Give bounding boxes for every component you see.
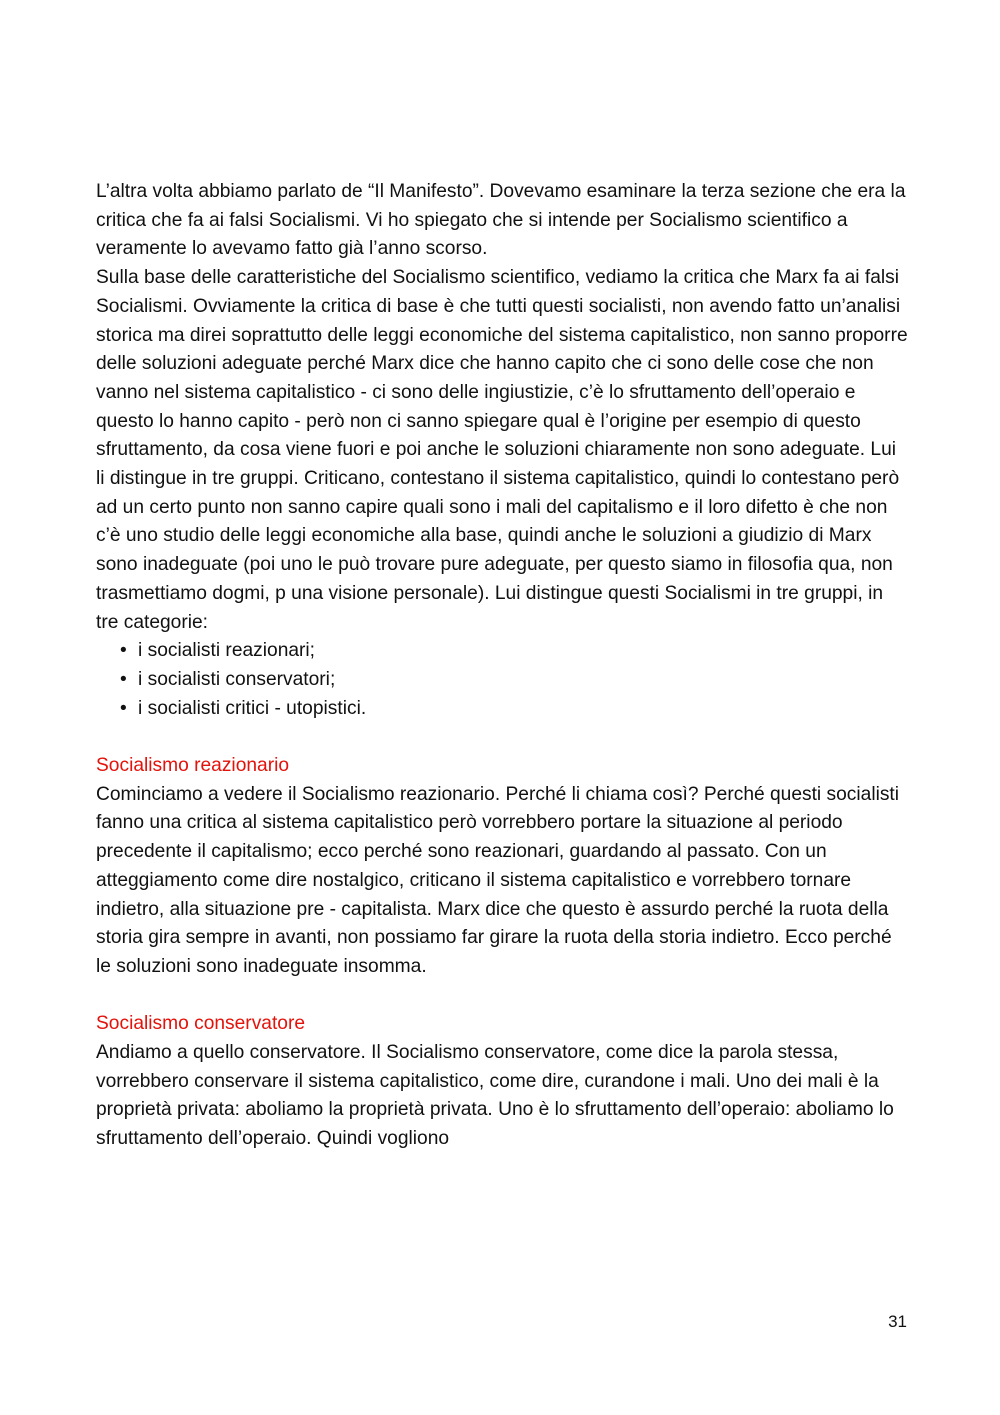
spacer	[96, 982, 908, 1011]
list-item	[96, 637, 908, 666]
section-body-reazionario: Cominciamo a vedere il Socialismo reazionario. Perché li chiama così? Perché questi socialisti fanno una critica al sistema capitalistico però vorrebbero portare la situazione al periodo precedente il capitalismo; ecco perché sono reazionari, guardando al passato. Con un atteggiamento come dire nostalgico, criticano il sistema capitalistico e vorrebbero tornare indietro, alla situazione pre - capitalista. Marx dice che questo è assurdo perché la ruota della storia gira sempre in avanti, non possiamo far girare la ruota della storia indietro. Ecco perché le soluzioni sono inadeguate insomma.	[96, 783, 900, 977]
list-item-text: i socialisti critici - utopistici.	[138, 697, 367, 719]
list-item	[96, 695, 908, 724]
bullet-icon: •	[120, 640, 127, 662]
intro-paragraph-1: L’altra volta abbiamo parlato de “Il Manifesto”. Dovevamo esaminare la terza sezione che era la critica che fa ai falsi Socialismi. Vi ho spiegato che si intende per Socialismo scientifico a veramente lo avevamo fatto già l’anno scorso.	[96, 181, 906, 260]
categories-list	[96, 637, 908, 723]
section-body-conservatore: Andiamo a quello conservatore. Il Socialismo conservatore, come dice la parola stessa, vorrebbero conservare il sistema capitalistico, come dire, curandone i mali. Uno dei mali è la proprietà privata: aboliamo la proprietà privata. Uno è lo sfruttamento dell’operaio: aboliamo lo sfruttamento dell’operaio. Quindi vogliono	[96, 1042, 894, 1150]
bullet-icon: •	[120, 697, 127, 719]
document-page	[96, 178, 908, 1154]
spacer	[96, 723, 908, 752]
bullet-icon: •	[120, 668, 127, 690]
list-item-text: i socialisti reazionari;	[138, 640, 316, 662]
list-item	[96, 666, 908, 695]
page-number: 31	[888, 1312, 907, 1331]
intro-paragraph-2: Sulla base delle caratteristiche del Socialismo scientifico, vediamo la critica che Marx fa ai falsi Socialismi. Ovviamente la critica di base è che tutti questi socialisti, non avendo fatto un’analisi storica ma direi soprattutto delle leggi economiche del sistema capitalistico, non sanno proporre delle soluzioni adeguate perché Marx dice che hanno capito che ci sono delle cose che non vanno nel sistema capitalistico - ci sono delle ingiustizie, c’è lo sfruttamento dell’operaio e questo lo hanno capito - però non ci sanno spiegare qual è l’origine per esempio di questo sfruttamento, da cosa viene fuori e poi anche le soluzioni chiaramente non sono adeguate. Lui li distingue in tre gruppi. Criticano, contestano il sistema capitalistico, quindi lo contestano però ad un certo punto non sanno capire quali sono i mali del capitalismo e il loro difetto è che non c’è uno studio delle leggi economiche alla base, quindi anche le soluzioni a giudizio di Marx sono inadeguate (poi uno le può trovare pure adeguate, per questo siamo in filosofia qua, non trasmettiamo dogmi, p una visione personale). Lui distingue questi Socialismi in tre gruppi, in tre categorie:	[96, 267, 908, 633]
section-heading-conservatore: Socialismo conservatore	[96, 1013, 306, 1035]
section-heading-reazionario: Socialismo reazionario	[96, 755, 290, 777]
list-item-text: i socialisti conservatori;	[138, 668, 336, 690]
